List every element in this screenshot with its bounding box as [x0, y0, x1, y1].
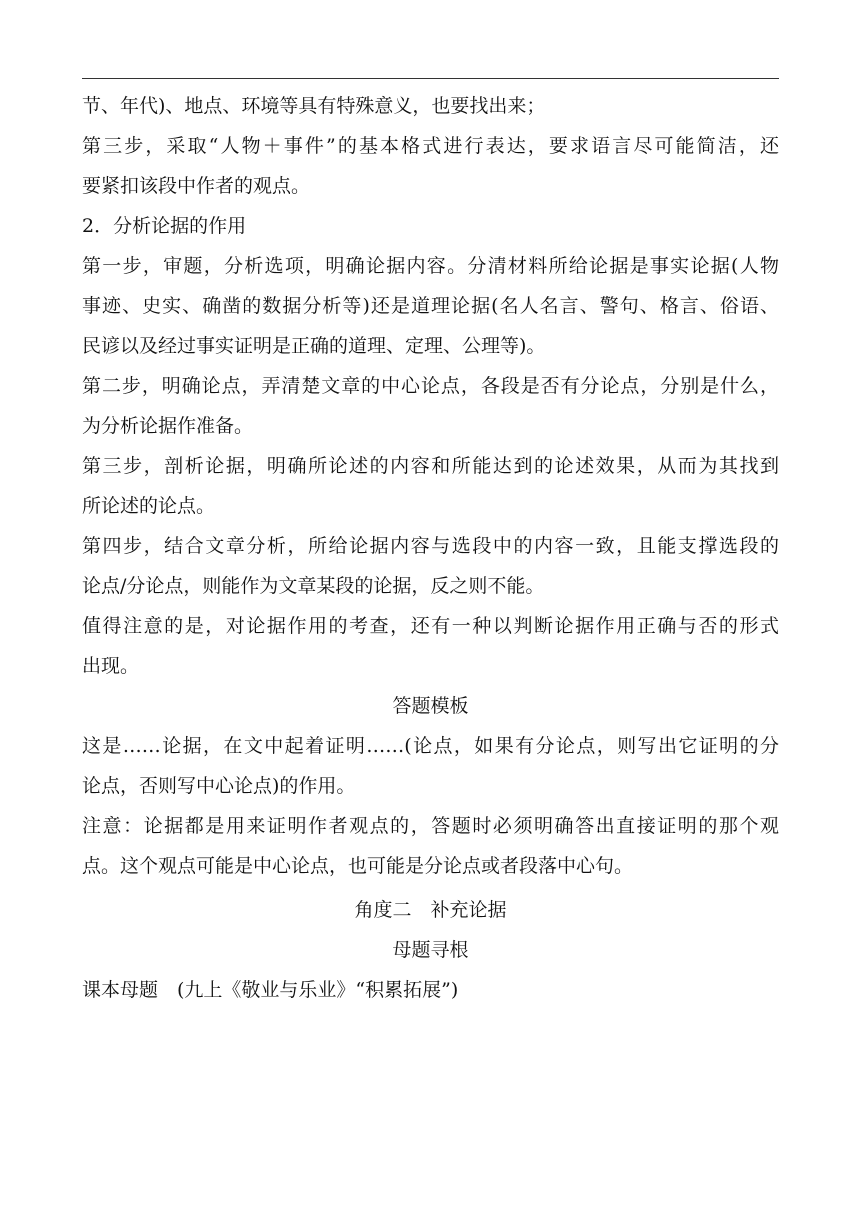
paragraph-line: 第三步，剖析论据，明确所论述的内容和所能达到的论述效果，从而为其找到 [82, 455, 779, 477]
template-heading: 答题模板 [392, 695, 469, 717]
paragraph-line: 第三步，采取“人物＋事件”的基本格式进行表达，要求语言尽可能简洁，还 [82, 135, 779, 157]
paragraph-line: 点。这个观点可能是中心论点，也可能是分论点或者段落中心句。 [82, 855, 634, 877]
paragraph-line: 这是……论据，在文中起着证明……(论点，如果有分论点，则写出它证明的分 [82, 735, 779, 757]
paragraph-line: 注意：论据都是用来证明作者观点的，答题时必须明确答出直接证明的那个观 [82, 815, 779, 837]
paragraph-line: 课本母题 (九上《敬业与乐业》“积累拓展”) [82, 979, 459, 1001]
paragraph-line: 第二步，明确论点，弄清楚文章的中心论点，各段是否有分论点，分别是什么， [82, 375, 779, 397]
angle-heading: 角度二 补充论据 [354, 899, 507, 921]
paragraph-line: 论点/分论点，则能作为文章某段的论据，反之则不能。 [82, 575, 545, 597]
paragraph-line: 值得注意的是，对论据作用的考查，还有一种以判断论据作用正确与否的形式 [82, 615, 779, 637]
paragraph-line: 第四步，结合文章分析，所给论据内容与选段中的内容一致，且能支撑选段的 [82, 535, 779, 557]
paragraph-line: 所论述的论点。 [82, 495, 216, 517]
paragraph-line: 第一步，审题，分析选项，明确论据内容。分清材料所给论据是事实论据(人物 [82, 255, 779, 277]
header-rule [82, 78, 779, 79]
paragraph-line: 论点，否则写中心论点)的作用。 [82, 775, 356, 797]
paragraph-line: 为分析论据作准备。 [82, 415, 254, 437]
paragraph-line: 民谚以及经过事实证明是正确的道理、定理、公理等)。 [82, 335, 546, 357]
subheading: 母题寻根 [392, 939, 469, 961]
paragraph-line: 事迹、史实、确凿的数据分析等)还是道理论据(名人名言、警句、格言、俗语、 [82, 295, 779, 317]
paragraph-line: 出现。 [82, 655, 140, 677]
paragraph-line: 要紧扣该段中作者的观点。 [82, 175, 311, 197]
section-heading: 2．分析论据的作用 [82, 215, 247, 237]
document-body [82, 86, 779, 1010]
paragraph-line: 节、年代)、地点、环境等具有特殊意义，也要找出来； [82, 95, 546, 117]
